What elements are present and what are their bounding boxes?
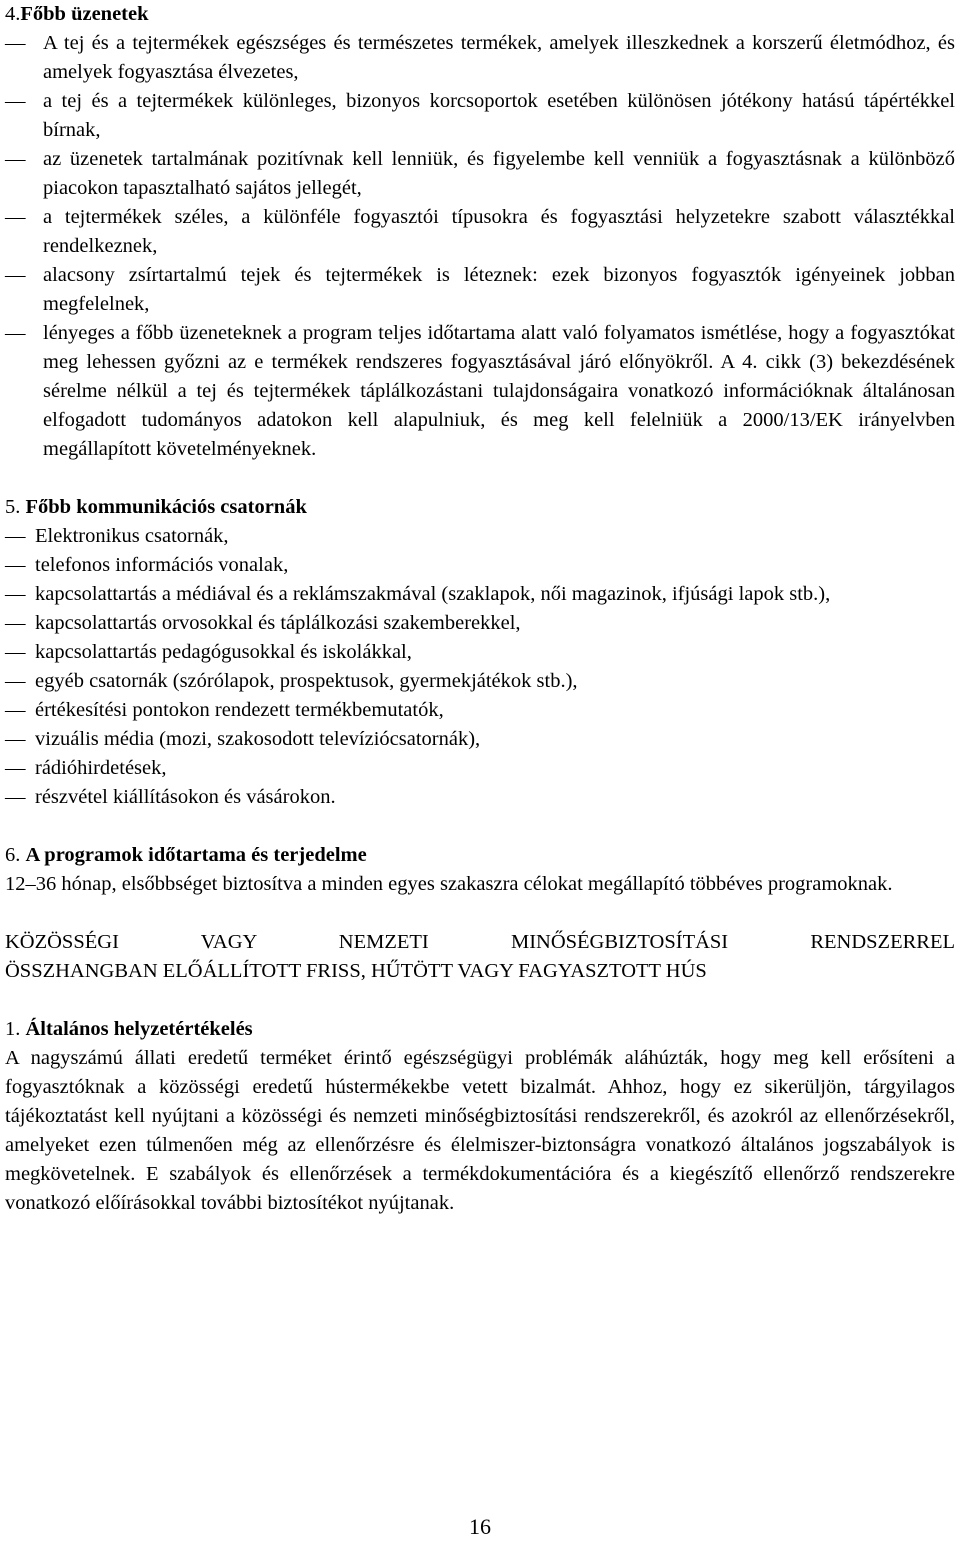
dash-bullet: — [5,728,26,750]
dash-bullet: — [5,554,26,576]
list-item-text: részvétel kiállításokon és vásárokon. [35,786,336,808]
dash-bullet: — [5,699,26,721]
list-item [5,667,955,696]
dash-bullet: — [5,757,26,779]
list-item [5,754,955,783]
dash-bullet: — [5,670,26,692]
dash-bullet: — [5,641,26,663]
list-item-text: a tejtermékek széles, a különféle fogyasztói típusokra és fogyasztási helyzetekre szabott választékkal rendelkeznek, [43,206,955,257]
list-item-text: lényeges a főbb üzeneteknek a program teljes időtartama alatt való folyamatos ismétlése, hogy a fogyasztókat meg lehessen győzni az e termékek rendszeres fogyasztásával járó előnyökről. [43,322,955,373]
list-item-text: kapcsolattartás orvosokkal és táplálkozási szakemberekkel, [35,612,521,634]
list-item [5,29,955,87]
list-item-text: vizuális média (mozi, szakosodott televíziócsatornák), [35,728,481,750]
list-item-text: alacsony zsírtartalmú tejek és tejtermékek is léteznek: ezek bizonyos fogyasztók igényeinek jobban megfelelnek, [43,264,955,315]
section-4-title: Főbb üzenetek [20,3,149,25]
list-item [5,580,955,609]
list-item [5,319,955,464]
spacer [5,464,955,493]
list-item [5,87,955,145]
section-1-title: Általános helyzetértékelés [25,1018,253,1040]
section-4-paragraph: A 4. cikk (3) bekezdésének sérelme nélkül a tej és tejtermékek táplálkozástani tulajdonságaira vonatkozó információknak általánosan elfogadott tudományos adatokon kell alapulniuk, és meg kell felelniük a 2000/13/EK irányelvben megállapított követelményeknek. [43,351,955,460]
list-item [5,261,955,319]
list-item-text: rádióhirdetések, [35,757,167,779]
section-6-number: 6. [5,844,21,866]
section-5-title: Főbb kommunikációs csatornák [25,496,307,518]
list-item [5,203,955,261]
list-item [5,551,955,580]
spacer [5,812,955,841]
spacer [5,899,955,928]
section-1-number: 1. [5,1018,21,1040]
caps-heading-line-1: KÖZÖSSÉGI VAGY NEMZETI MINŐSÉGBIZTOSÍTÁSI RENDSZERREL [5,931,955,953]
dash-bullet: — [5,206,26,228]
list-item-text: a tej és a tejtermékek különleges, bizonyos korcsoportok esetében különösen jótékony hatású tápértékkel bírnak, [43,90,955,141]
list-item-text: Elektronikus csatornák, [35,525,229,547]
list-item [5,696,955,725]
dash-bullet: — [5,322,26,344]
section-5-heading [5,493,955,522]
dash-bullet: — [5,148,26,170]
dash-bullet: — [5,583,26,605]
list-item [5,609,955,638]
section-5-number: 5. [5,496,21,518]
list-item [5,522,955,551]
list-item-text: kapcsolattartás pedagógusokkal és iskolákkal, [35,641,412,663]
list-item-text: egyéb csatornák (szórólapok, prospektusok, gyermekjátékok stb.), [35,670,578,692]
section-4-heading [5,0,955,29]
list-item-text: kapcsolattartás a médiával és a reklámszakmával (szaklapok, női magazinok, ifjúsági lapok stb.), [35,583,831,605]
list-item-text: A tej és a tejtermékek egészséges és természetes termékek, amelyek illeszkednek a korszerű életmódhoz, és amelyek fogyasztása élvezetes, [43,32,955,83]
list-item-text: telefonos információs vonalak, [35,554,289,576]
dash-bullet: — [5,612,26,634]
page-number: 16 [469,1514,491,1539]
list-item-text: értékesítési pontokon rendezett termékbemutatók, [35,699,444,721]
section-6-title: A programok időtartama és terjedelme [25,844,367,866]
list-item [5,145,955,203]
dash-bullet: — [5,32,26,54]
list-item [5,783,955,812]
dash-bullet: — [5,264,26,286]
section-6-paragraph: 12–36 hónap, elsőbbséget biztosítva a minden egyes szakaszra célokat megállapító többéves programoknak. [5,873,893,895]
list-item [5,638,955,667]
dash-bullet: — [5,786,26,808]
section-4-number: 4. [5,3,21,25]
document-page [5,0,955,1218]
section-1-heading [5,1015,955,1044]
list-item [5,725,955,754]
dash-bullet: — [5,525,26,547]
dash-bullet: — [5,90,26,112]
section-6-heading [5,841,955,870]
caps-heading-line-2: ÖSSZHANGBAN ELŐÁLLÍTOTT FRISS, HŰTÖTT VAGY FAGYASZTOTT HÚS [5,960,707,982]
section-1-paragraph: A nagyszámú állati eredetű terméket érintő egészségügyi problémák aláhúzták, hogy meg kell erősíteni a fogyasztóknak a közösségi eredetű hústermékekbe vetett bizalmát. Ahhoz, hogy ez sikerüljön, tárgyilagos tájékoztatást kell nyújtani a közösségi és nemzeti minőségbiztosítási rendszerekről, és azokról az ellenőrzésekről, amelyeket ezen túlmenően még az ellenőrzésre és élelmiszer-biztonságra vonatkozó általános jogszabályok is megkövetelnek. E szabályok és ellenőrzések a termékdokumentációra és a kiegészítő ellenőrző rendszerekre vonatkozó előírásokkal további biztosítékot nyújtanak. [5,1047,955,1214]
list-item-text: az üzenetek tartalmának pozitívnak kell lenniük, és figyelembe kell venniük a fogyasztásnak a különböző piacokon tapasztalható sajátos jellegét, [43,148,955,199]
spacer [5,986,955,1015]
